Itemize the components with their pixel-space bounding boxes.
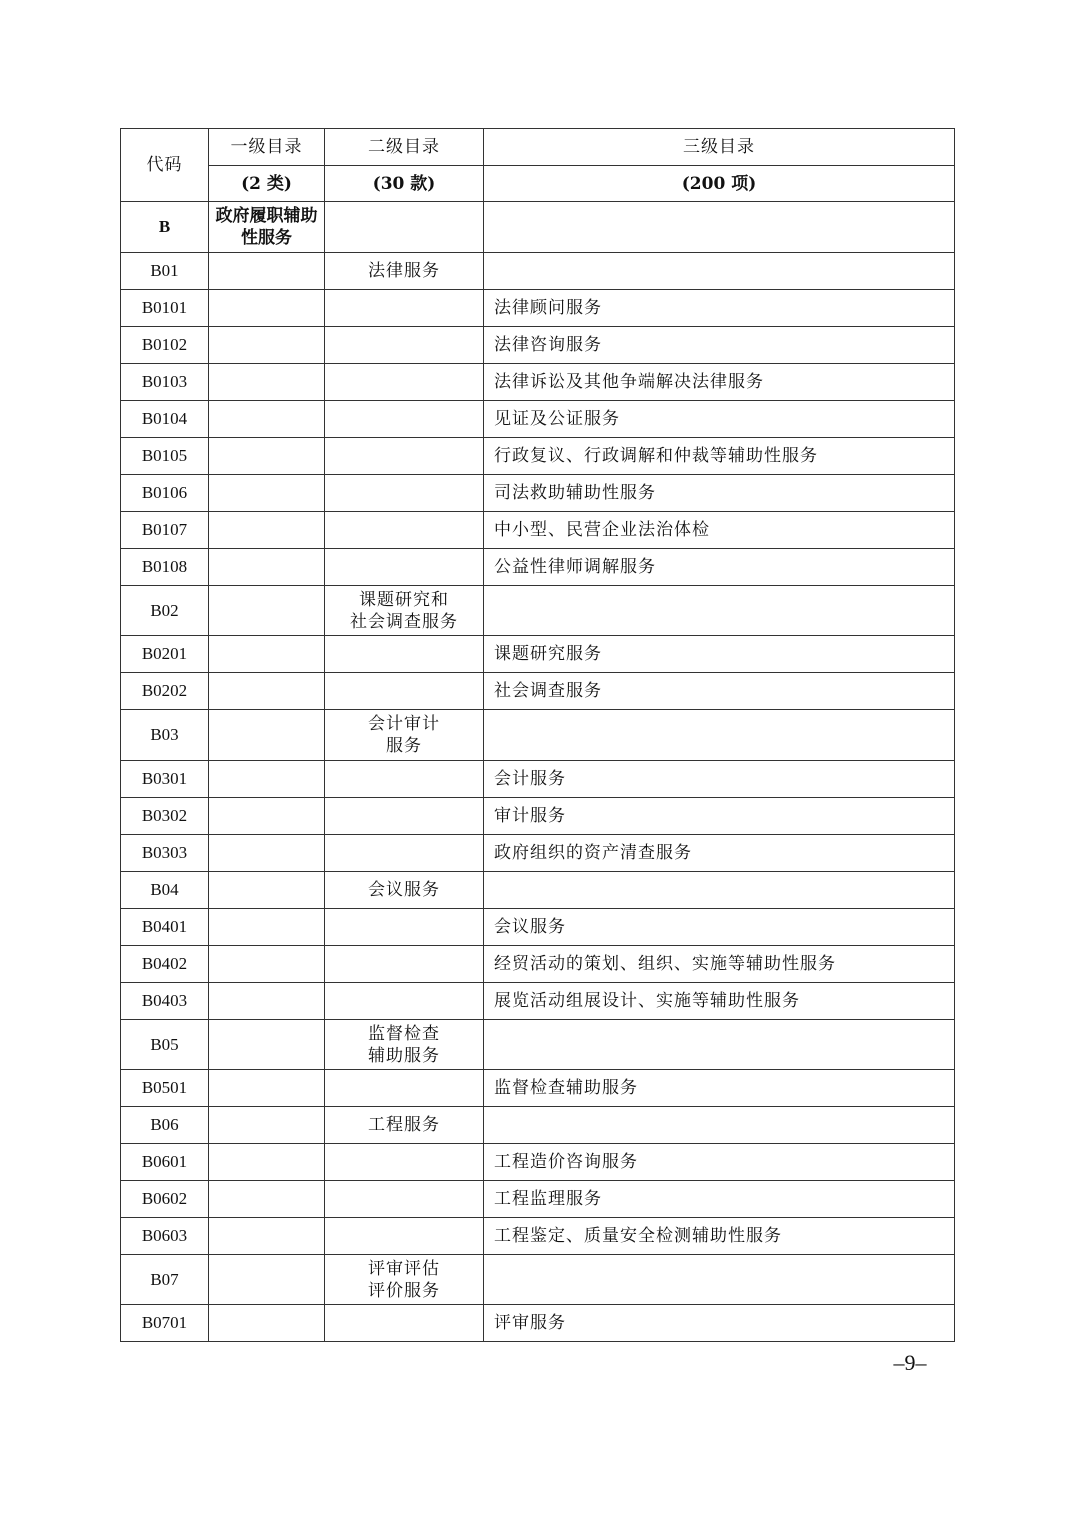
row-level1 — [209, 835, 325, 872]
row-level3: 工程鉴定、质量安全检测辅助性服务 — [484, 1218, 955, 1255]
row-level1 — [209, 475, 325, 512]
row-level2: 会议服务 — [325, 872, 484, 909]
row-level1 — [209, 872, 325, 909]
table-row — [121, 364, 955, 401]
row-level1 — [209, 1144, 325, 1181]
row-level1 — [209, 909, 325, 946]
row-level3: 展览活动组展设计、实施等辅助性服务 — [484, 983, 955, 1020]
row-code: B06 — [121, 1107, 209, 1144]
table-row — [121, 1070, 955, 1107]
row-code: B0201 — [121, 636, 209, 673]
row-level2: 会计审计 服务 — [325, 710, 484, 761]
row-level3: 法律咨询服务 — [484, 327, 955, 364]
row-level3: 司法救助辅助性服务 — [484, 475, 955, 512]
row-level2: 工程服务 — [325, 1107, 484, 1144]
row-level1 — [209, 401, 325, 438]
row-level2 — [325, 401, 484, 438]
row-code: B01 — [121, 253, 209, 290]
row-code: B0103 — [121, 364, 209, 401]
row-level1 — [209, 549, 325, 586]
row-level2 — [325, 1218, 484, 1255]
row-level3: 公益性律师调解服务 — [484, 549, 955, 586]
row-level1 — [209, 438, 325, 475]
row-code: B0102 — [121, 327, 209, 364]
row-code: B0501 — [121, 1070, 209, 1107]
table-row — [121, 1107, 955, 1144]
row-level1 — [209, 327, 325, 364]
row-level3: 见证及公证服务 — [484, 401, 955, 438]
row-level3: 课题研究服务 — [484, 636, 955, 673]
row-level2: 评审评估 评价服务 — [325, 1255, 484, 1305]
row-level2 — [325, 475, 484, 512]
row-level1 — [209, 1305, 325, 1342]
header-row-titles — [121, 129, 955, 166]
header-level3-count: (200 项) — [484, 166, 955, 202]
row-level3: 审计服务 — [484, 798, 955, 835]
row-level2 — [325, 549, 484, 586]
row-level2 — [325, 1181, 484, 1218]
table-row — [121, 946, 955, 983]
row-level3: 社会调查服务 — [484, 673, 955, 710]
row-code: B0101 — [121, 290, 209, 327]
row-level1 — [209, 1181, 325, 1218]
row-level2 — [325, 327, 484, 364]
row-code: B07 — [121, 1255, 209, 1305]
table-row — [121, 872, 955, 909]
row-level1 — [209, 710, 325, 761]
row-level1 — [209, 1020, 325, 1070]
row-level2 — [325, 946, 484, 983]
row-level2 — [325, 1305, 484, 1342]
row-level2 — [325, 290, 484, 327]
row-level3: 会议服务 — [484, 909, 955, 946]
row-level1: 政府履职辅助性服务 — [209, 202, 325, 253]
row-level3: 法律诉讼及其他争端解决法律服务 — [484, 364, 955, 401]
row-level2 — [325, 761, 484, 798]
row-level3: 会计服务 — [484, 761, 955, 798]
row-code: B0105 — [121, 438, 209, 475]
row-level2 — [325, 1144, 484, 1181]
row-level1 — [209, 512, 325, 549]
table-row — [121, 202, 955, 253]
header-level1: 一级目录 — [209, 129, 325, 166]
row-level3: 经贸活动的策划、组织、实施等辅助性服务 — [484, 946, 955, 983]
row-code: B0401 — [121, 909, 209, 946]
row-code: B — [121, 202, 209, 253]
row-level1 — [209, 290, 325, 327]
row-code: B05 — [121, 1020, 209, 1070]
header-row-counts — [121, 166, 955, 202]
row-level3: 行政复议、行政调解和仲裁等辅助性服务 — [484, 438, 955, 475]
table-row — [121, 475, 955, 512]
row-level2: 法律服务 — [325, 253, 484, 290]
row-code: B0202 — [121, 673, 209, 710]
row-level2 — [325, 512, 484, 549]
row-code: B0301 — [121, 761, 209, 798]
header-level3: 三级目录 — [484, 129, 955, 166]
table-row — [121, 673, 955, 710]
row-level2 — [325, 636, 484, 673]
row-level2: 监督检查 辅助服务 — [325, 1020, 484, 1070]
row-code: B0402 — [121, 946, 209, 983]
row-level1 — [209, 1218, 325, 1255]
row-code: B0701 — [121, 1305, 209, 1342]
row-level1 — [209, 798, 325, 835]
table-row — [121, 549, 955, 586]
table-row — [121, 1218, 955, 1255]
row-level3: 工程监理服务 — [484, 1181, 955, 1218]
row-level3: 监督检查辅助服务 — [484, 1070, 955, 1107]
row-level3 — [484, 1255, 955, 1305]
header-level2: 二级目录 — [325, 129, 484, 166]
page-number: –9– — [893, 1350, 927, 1375]
table-row — [121, 1181, 955, 1218]
row-code: B03 — [121, 710, 209, 761]
table-row — [121, 253, 955, 290]
row-code: B0104 — [121, 401, 209, 438]
row-level1 — [209, 1255, 325, 1305]
row-level3: 工程造价咨询服务 — [484, 1144, 955, 1181]
row-level1 — [209, 364, 325, 401]
catalog-table-body — [121, 129, 955, 1342]
row-level1 — [209, 636, 325, 673]
row-level3 — [484, 1020, 955, 1070]
header-level1-count: (2 类) — [209, 166, 325, 202]
row-level3: 法律顾问服务 — [484, 290, 955, 327]
table-row — [121, 1144, 955, 1181]
header-code: 代码 — [121, 129, 209, 202]
row-level1 — [209, 1107, 325, 1144]
row-code: B0108 — [121, 549, 209, 586]
row-level2 — [325, 835, 484, 872]
row-code: B0602 — [121, 1181, 209, 1218]
row-level1 — [209, 586, 325, 636]
row-level2 — [325, 364, 484, 401]
table-row — [121, 909, 955, 946]
row-level2 — [325, 983, 484, 1020]
row-level3: 中小型、民营企业法治体检 — [484, 512, 955, 549]
table-row — [121, 835, 955, 872]
row-level1 — [209, 1070, 325, 1107]
row-level3 — [484, 586, 955, 636]
catalog-table — [120, 128, 955, 1342]
table-row — [121, 983, 955, 1020]
row-level2 — [325, 1070, 484, 1107]
table-row — [121, 710, 955, 761]
row-code: B0603 — [121, 1218, 209, 1255]
table-row — [121, 1305, 955, 1342]
row-level3 — [484, 253, 955, 290]
table-row — [121, 636, 955, 673]
table-row — [121, 438, 955, 475]
table-row — [121, 327, 955, 364]
table-row — [121, 401, 955, 438]
row-code: B04 — [121, 872, 209, 909]
row-level1 — [209, 761, 325, 798]
row-level2 — [325, 909, 484, 946]
row-code: B0403 — [121, 983, 209, 1020]
row-level3: 政府组织的资产清查服务 — [484, 835, 955, 872]
row-level3 — [484, 710, 955, 761]
row-level1 — [209, 673, 325, 710]
row-level1 — [209, 983, 325, 1020]
row-level2 — [325, 673, 484, 710]
row-code: B0106 — [121, 475, 209, 512]
table-row — [121, 512, 955, 549]
row-level3 — [484, 202, 955, 253]
row-code: B0601 — [121, 1144, 209, 1181]
row-code: B0107 — [121, 512, 209, 549]
row-code: B0302 — [121, 798, 209, 835]
table-row — [121, 586, 955, 636]
row-level2 — [325, 798, 484, 835]
table-row — [121, 798, 955, 835]
row-level2: 课题研究和 社会调查服务 — [325, 586, 484, 636]
table-row — [121, 1255, 955, 1305]
table-row — [121, 1020, 955, 1070]
row-level1 — [209, 253, 325, 290]
row-level1 — [209, 946, 325, 983]
row-level3: 评审服务 — [484, 1305, 955, 1342]
row-level3 — [484, 1107, 955, 1144]
header-level2-count: (30 款) — [325, 166, 484, 202]
table-row — [121, 290, 955, 327]
row-code: B0303 — [121, 835, 209, 872]
row-level2 — [325, 202, 484, 253]
row-code: B02 — [121, 586, 209, 636]
table-row — [121, 761, 955, 798]
row-level2 — [325, 438, 484, 475]
row-level3 — [484, 872, 955, 909]
